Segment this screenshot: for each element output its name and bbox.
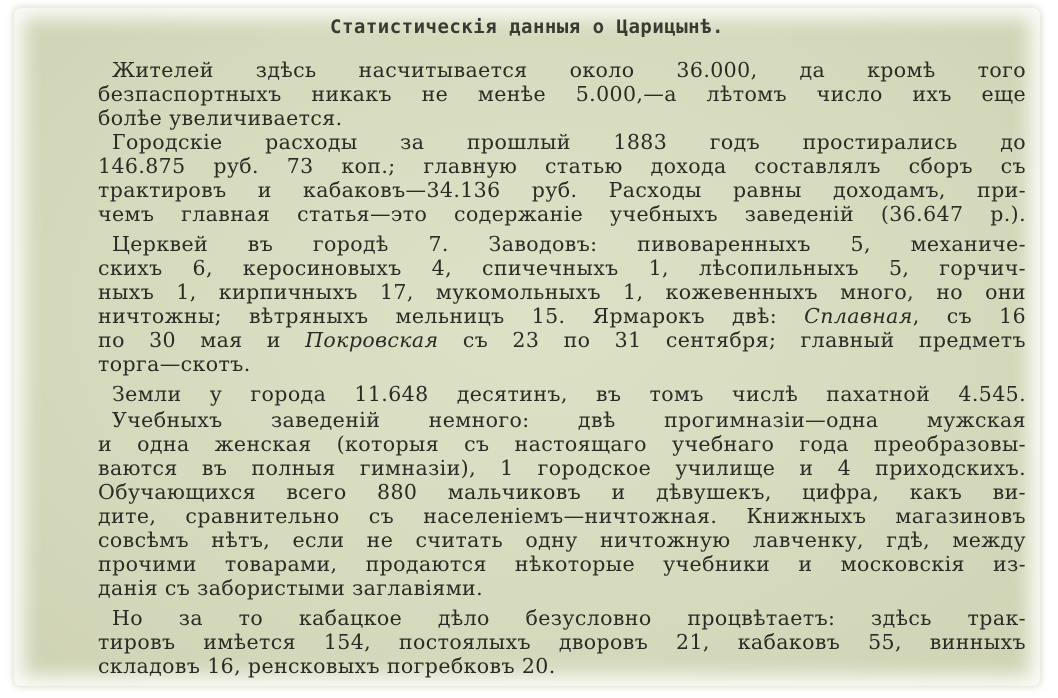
text-line: Обучающихся всего 880 мальчиковъ и дѣвушекъ, цифра, какъ ви-: [98, 480, 1026, 504]
fair-dates: , съ 16: [912, 304, 1027, 328]
text-line: Но за то кабацкое дѣло безусловно процвѣтаетъ: здѣсь трак-: [112, 606, 1026, 630]
text-line: складовъ 16, ренсковыхъ погребковъ 20.: [98, 654, 556, 678]
text-line: Жителей здѣсь насчитывается около 36.000, да кромѣ того: [112, 58, 1026, 82]
text-line: безпаспортныхъ никакъ не менѣе 5.000,—а лѣтомъ число ихъ еще: [98, 82, 1026, 106]
text-line: ныхъ 1, кирпичныхъ 17, мукомольныхъ 1, кожевенныхъ много, но они: [98, 280, 1026, 304]
text-line-mixed: [98, 304, 1026, 328]
text-segment: ничтожны; вѣтряныхъ мельницъ 15. Ярмарокъ двѣ:: [98, 304, 778, 328]
text-line: Учебныхъ заведеній немного: двѣ прогимназіи—одна мужская: [112, 408, 1026, 432]
text-line: ваются въ полныя гимназіи), 1 городское училище и 4 приходскихъ.: [98, 456, 1026, 480]
text-line: трактировъ и кабаковъ—34.136 руб. Расходы равны доходамъ, при-: [98, 178, 1026, 202]
text-line: и одна женская (которыя съ настоящаго учебнаго года преобразовы-: [98, 432, 1026, 456]
text-line: скихъ 6, керосиновыхъ 4, спичечныхъ 1, лѣсопильныхъ 5, горчич-: [98, 256, 1026, 280]
text-line: Земли у города 11.648 десятинъ, въ томъ числѣ пахатной 4.545.: [112, 382, 1026, 406]
text-line: дите, сравнительно съ населеніемъ—ничтожная. Книжныхъ магазиновъ: [98, 504, 1026, 528]
text-line: прочими товарами, продаются нѣкоторые учебники и московскія из-: [98, 552, 1026, 576]
text-line: тировъ имѣется 154, постоялыхъ дворовъ 21, кабаковъ 55, винныхъ: [98, 630, 1026, 654]
text-line: совсѣмъ нѣтъ, если не считать одну ничтожную лавченку, гдѣ, между: [98, 528, 1026, 552]
text-line: чемъ главная статья—это содержаніе учебныхъ заведеній (36.647 р.).: [98, 202, 1026, 226]
fair-name-pokrovskaya: Покровская: [305, 328, 439, 352]
text-line-mixed: [98, 328, 1026, 352]
text-line: Городскіе расходы за прошлый 1883 годъ простирались до: [112, 130, 1026, 154]
page-title: Статистическія данныя о Царицынѣ.: [330, 16, 724, 38]
fair-name-splavnaya: Сплавная: [804, 304, 913, 328]
text-segment: по 30 мая и: [98, 328, 281, 352]
text-line: Церквей въ городѣ 7. Заводовъ: пивоваренныхъ 5, механиче-: [112, 232, 1026, 256]
text-line: болѣе увеличивается.: [98, 106, 343, 130]
text-line: 146.875 руб. 73 коп.; главную статью дохода составлялъ сборъ съ: [98, 154, 1026, 178]
text-line: данія съ забористыми заглавіями.: [98, 576, 484, 600]
fair-dates: съ 23 по 31 сентября; главный предметъ: [462, 328, 1026, 352]
text-line: торга—скотъ.: [98, 352, 251, 376]
